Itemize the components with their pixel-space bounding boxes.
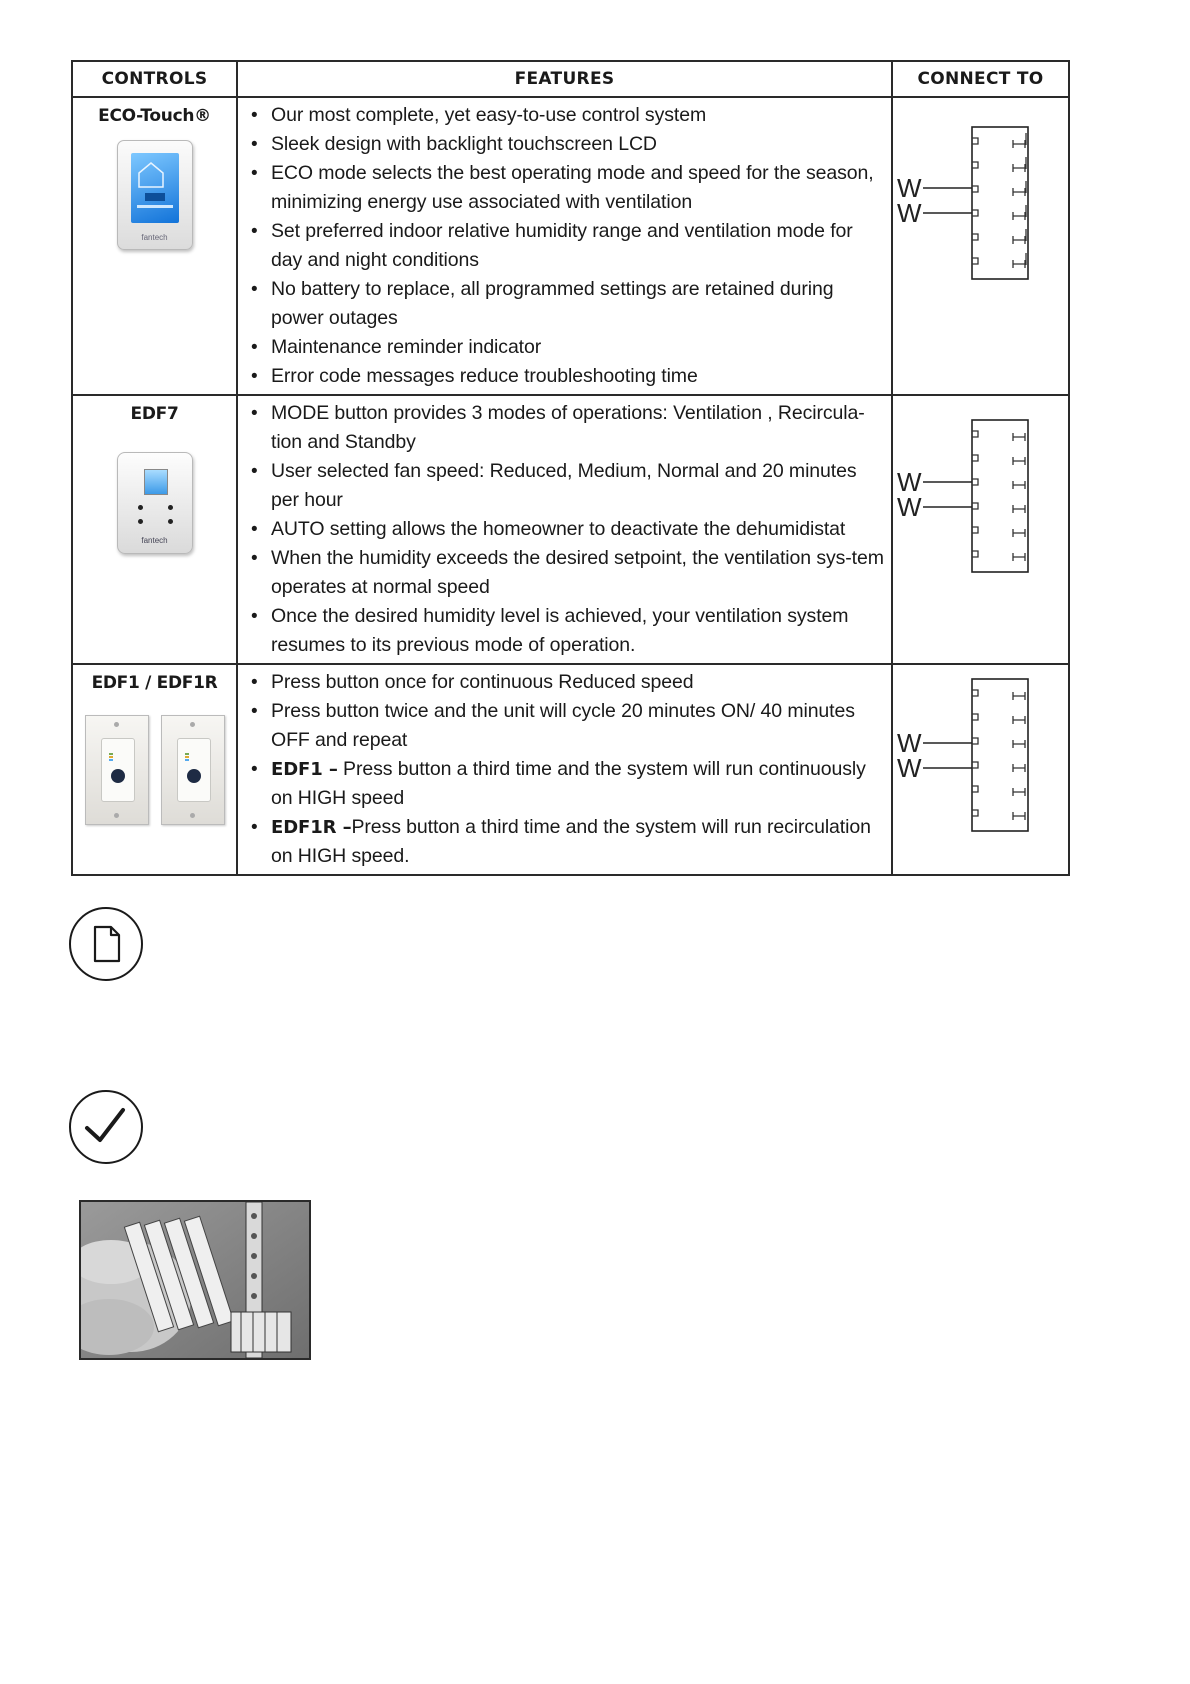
list-item: • Set preferred indoor relative humidity range and ventilation mode for day and night conditions xyxy=(251,220,853,271)
header-connect-to: CONNECT TO xyxy=(892,61,1069,97)
connect-cell xyxy=(892,97,1069,395)
connect-cell xyxy=(892,395,1069,664)
wire-label: W xyxy=(897,753,922,783)
list-item: • User selected fan speed: Reduced, Medium, Normal and 20 minutes per hour xyxy=(251,460,857,511)
controls-table xyxy=(71,60,1070,876)
wire-label: W xyxy=(897,492,922,522)
wire-label: W xyxy=(897,467,922,497)
list-item: • Once the desired humidity level is achieved, your ventilation system resumes to its previous mode of operation. xyxy=(251,605,849,656)
list-item: • EDF1 – Press button a third time and the system will run continuously on HIGH speed xyxy=(251,758,866,809)
list-item: • Press button once for continuous Reduced speed xyxy=(251,671,694,693)
list-item: • ECO mode selects the best operating mode and speed for the season, minimizing energy use associated with ventilation xyxy=(251,162,874,213)
list-item: • Sleek design with backlight touchscreen LCD xyxy=(251,133,657,155)
wire-label: W xyxy=(897,728,922,758)
table-row xyxy=(72,664,1069,875)
control-name: EDF1 / EDF1R xyxy=(91,673,218,693)
checkmark-icon xyxy=(69,1090,143,1164)
list-item: • Maintenance reminder indicator xyxy=(251,336,542,358)
terminal-block-diagram xyxy=(893,665,1070,865)
control-cell xyxy=(72,664,237,875)
control-name: ECO-Touch® xyxy=(98,106,211,126)
edf1-wall-switches-icon xyxy=(77,715,232,825)
wire-label: W xyxy=(897,173,922,203)
header-controls: CONTROLS xyxy=(72,61,237,97)
list-item: • AUTO setting allows the homeowner to deactivate the dehumidistat xyxy=(251,518,846,540)
edf7-control-icon: fantech xyxy=(117,452,193,554)
features-cell xyxy=(237,97,892,395)
features-cell xyxy=(237,664,892,875)
control-name: EDF7 xyxy=(130,404,179,424)
note-document-icon xyxy=(69,907,143,981)
control-cell xyxy=(72,97,237,395)
wire-label: W xyxy=(897,198,922,228)
eco-touch-thermostat-icon: fantech xyxy=(117,140,193,250)
list-item: • No battery to replace, all programmed settings are retained during power outages xyxy=(251,278,834,329)
header-features: FEATURES xyxy=(237,61,892,97)
control-cell xyxy=(72,395,237,664)
connect-cell xyxy=(892,664,1069,875)
terminal-block-diagram xyxy=(893,396,1070,596)
list-item: • EDF1R –Press button a third time and the system will run recirculation on HIGH speed. xyxy=(251,816,871,867)
list-item: • Error code messages reduce troubleshooting time xyxy=(251,365,698,387)
table-row xyxy=(72,395,1069,664)
features-cell xyxy=(237,395,892,664)
table-header-row xyxy=(72,61,1069,97)
table-row xyxy=(72,97,1069,395)
terminal-connector-photo xyxy=(79,1200,311,1360)
list-item: • Our most complete, yet easy-to-use control system xyxy=(251,104,707,126)
list-item: • Press button twice and the unit will cycle 20 minutes ON/ 40 minutes OFF and repeat xyxy=(251,700,855,751)
list-item: • When the humidity exceeds the desired setpoint, the ventilation sys-tem operates at normal speed xyxy=(251,547,884,598)
terminal-block-diagram xyxy=(893,98,1070,298)
list-item: • MODE button provides 3 modes of operations: Ventilation , Recircula-tion and Standby xyxy=(251,402,865,453)
